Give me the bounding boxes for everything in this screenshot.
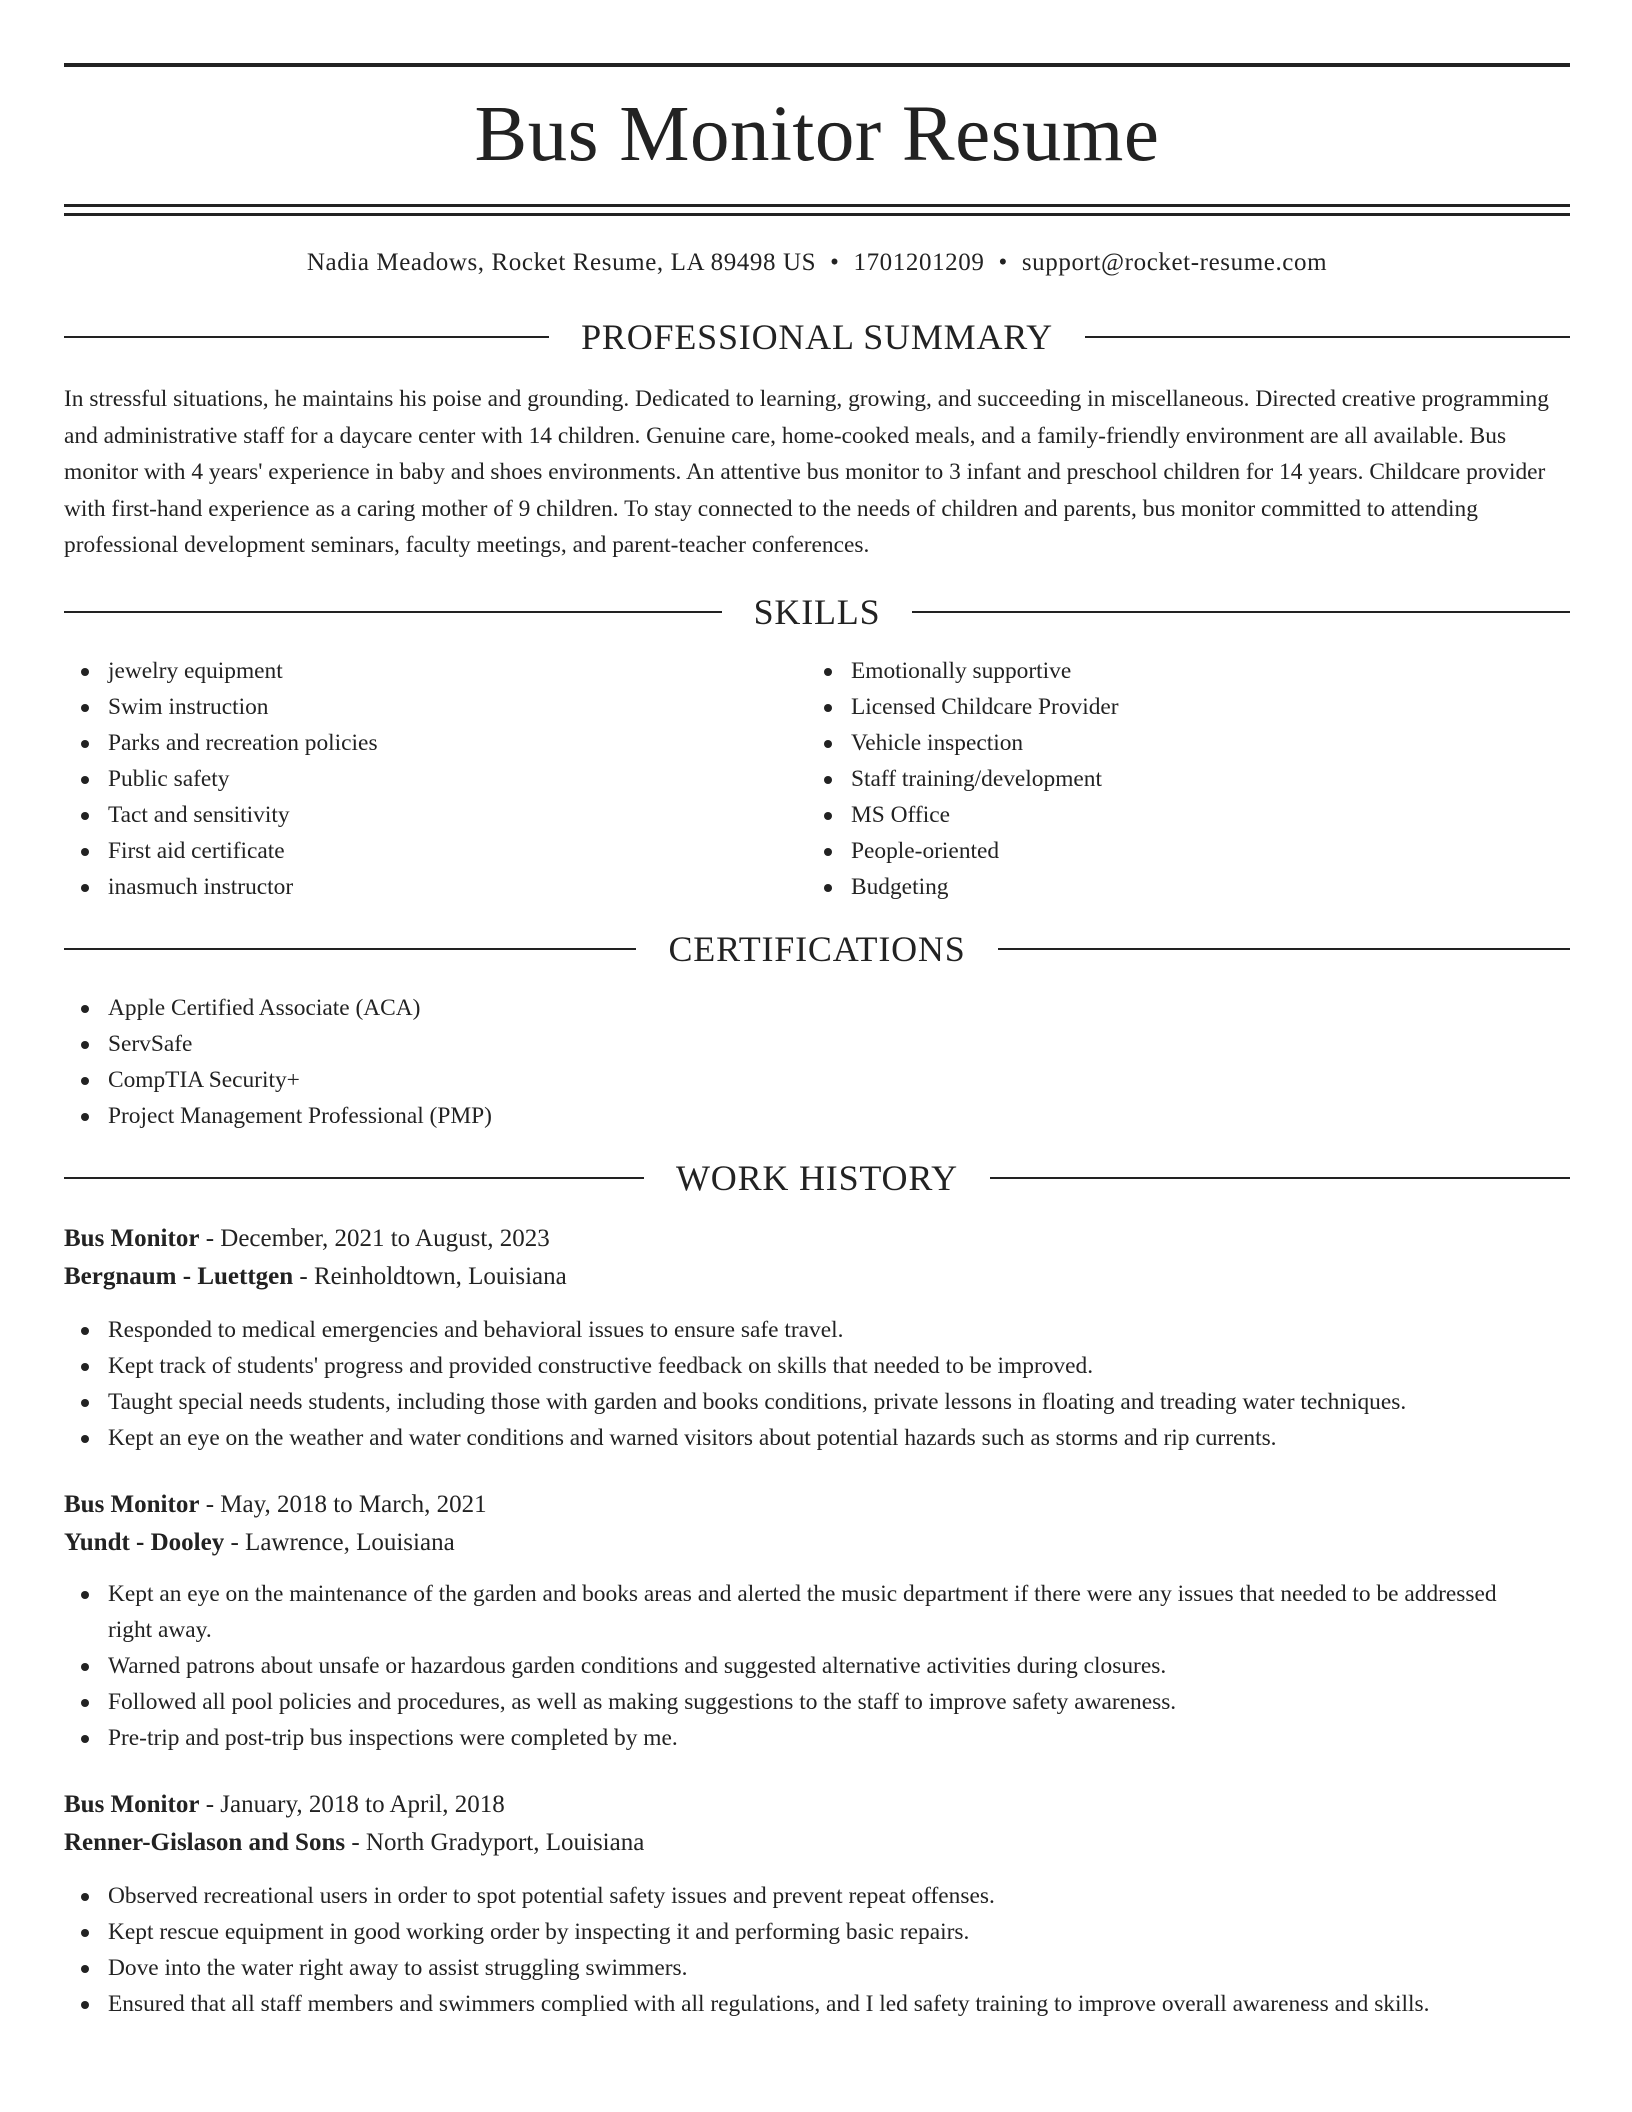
list-item: Kept an eye on the maintenance of the garden and books areas and alerted the music department if there were any issues that needed to be addressed right away. [64,1576,1510,1648]
list-item: Staff training/development [807,761,1550,797]
list-item: Public safety [64,761,807,797]
contact-phone: 1701201209 [853,249,985,276]
list-item: Emotionally supportive [807,653,1550,689]
work-heading: WORK HISTORY [676,1157,958,1198]
certifications-heading: CERTIFICATIONS [668,928,966,969]
job-title: Bus Monitor [64,1790,200,1818]
contact-line [64,250,1570,275]
list-item: Kept rescue equipment in good working order by inspecting it and performing basic repairs. [64,1914,1570,1950]
job-bullets [64,1576,1570,1756]
job-title-line [64,1220,1570,1258]
job-title: Bus Monitor [64,1224,200,1252]
list-item: jewelry equipment [64,653,807,689]
heading-rule-right [912,611,1570,613]
certifications-list [64,990,1570,1134]
title-double-rule [64,204,1570,216]
contact-address: Nadia Meadows, Rocket Resume, LA 89498 US [306,249,817,276]
top-rule [64,63,1570,67]
job-location: - Lawrence, Louisiana [224,1528,455,1556]
heading-rule-left [64,611,722,613]
list-item: Parks and recreation policies [64,725,807,761]
list-item: Kept track of students' progress and provided constructive feedback on skills that needed to be improved. [64,1348,1570,1384]
work-section-heading [64,1157,1570,1198]
job-location: - North Gradyport, Louisiana [345,1828,645,1856]
job-entry [64,1220,1570,1456]
list-item: Followed all pool policies and procedures, as well as making suggestions to the staff to improve safety awareness. [64,1684,1510,1720]
list-item: ServSafe [64,1026,1570,1062]
skills-section-heading [64,591,1570,632]
list-item: Licensed Childcare Provider [807,689,1550,725]
heading-rule-left [64,336,549,338]
job-company: Bergnaum - Luettgen [64,1262,294,1290]
job-location: - Reinholdtown, Louisiana [293,1262,567,1290]
list-item: Budgeting [807,869,1550,905]
list-item: First aid certificate [64,833,807,869]
job-company: Renner-Gislason and Sons [64,1828,346,1856]
contact-separator: • [830,249,840,276]
job-company-line [64,1524,1570,1562]
list-item: MS Office [807,797,1550,833]
job-company-line [64,1824,1570,1862]
summary-section-heading [64,319,1570,355]
list-item: People-oriented [807,833,1550,869]
list-item: Pre-trip and post-trip bus inspections were completed by me. [64,1720,1510,1756]
heading-rule-left [64,948,636,950]
list-item: Tact and sensitivity [64,797,807,833]
list-item: Observed recreational users in order to spot potential safety issues and prevent repeat offenses. [64,1878,1570,1914]
list-item: Apple Certified Associate (ACA) [64,990,1570,1026]
contact-separator: • [998,249,1008,276]
page-title: Bus Monitor Resume [474,91,1160,178]
summary-heading: PROFESSIONAL SUMMARY [581,317,1053,357]
resume-page [64,0,1570,2022]
list-item: Ensured that all staff members and swimmers complied with all regulations, and I led safety training to improve overall awareness and skills. [64,1986,1570,2022]
job-entry [64,1486,1570,1756]
skills-list-right [807,653,1550,905]
heading-rule-left [64,1177,644,1179]
heading-rule-right [998,948,1570,950]
list-item: Kept an eye on the weather and water conditions and warned visitors about potential hazards such as storms and rip currents. [64,1420,1570,1456]
list-item: inasmuch instructor [64,869,807,905]
job-title: Bus Monitor [64,1490,200,1518]
job-title-line [64,1786,1570,1824]
list-item: Project Management Professional (PMP) [64,1098,1570,1134]
job-bullets [64,1312,1570,1456]
skills-columns [64,653,1570,905]
job-company-line [64,1258,1570,1296]
list-item: CompTIA Security+ [64,1062,1570,1098]
job-dates: - January, 2018 to April, 2018 [199,1790,505,1818]
job-dates: - December, 2021 to August, 2023 [199,1224,550,1252]
certifications-section-heading [64,928,1570,969]
list-item: Warned patrons about unsafe or hazardous garden conditions and suggested alternative activities during closures. [64,1648,1510,1684]
list-item: Dove into the water right away to assist struggling swimmers. [64,1950,1570,1986]
job-entry [64,1786,1570,2022]
skills-list-left [64,653,807,905]
contact-email: support@rocket-resume.com [1021,249,1328,276]
heading-rule-right [990,1177,1570,1179]
skills-heading: SKILLS [753,591,881,632]
job-title-line [64,1486,1570,1524]
summary-text: In stressful situations, he maintains his poise and grounding. Dedicated to learning, growing, and succeeding in miscellaneous. Directed creative programming and administrative staff for a daycare center with 14 children. Genuine care, home-cooked meals, and a family-friendly environment are all available. Bus monitor with 4 years' experience in baby and shoes environments. An attentive bus monitor to 3 infant and preschool children for 14 years. Childcare provider with first-hand experience as a caring mother of 9 children. To stay connected to the needs of children and parents, bus monitor committed to attending professional development seminars, faculty meetings, and parent-teacher conferences. [64,386,1549,558]
heading-rule-right [1085,336,1570,338]
job-bullets [64,1878,1570,2022]
job-company: Yundt - Dooley [64,1528,225,1556]
list-item: Taught special needs students, including those with garden and books conditions, private lessons in floating and treading water techniques. [64,1384,1570,1420]
list-item: Responded to medical emergencies and behavioral issues to ensure safe travel. [64,1312,1570,1348]
job-dates: - May, 2018 to March, 2021 [199,1490,487,1518]
list-item: Swim instruction [64,689,807,725]
list-item: Vehicle inspection [807,725,1550,761]
